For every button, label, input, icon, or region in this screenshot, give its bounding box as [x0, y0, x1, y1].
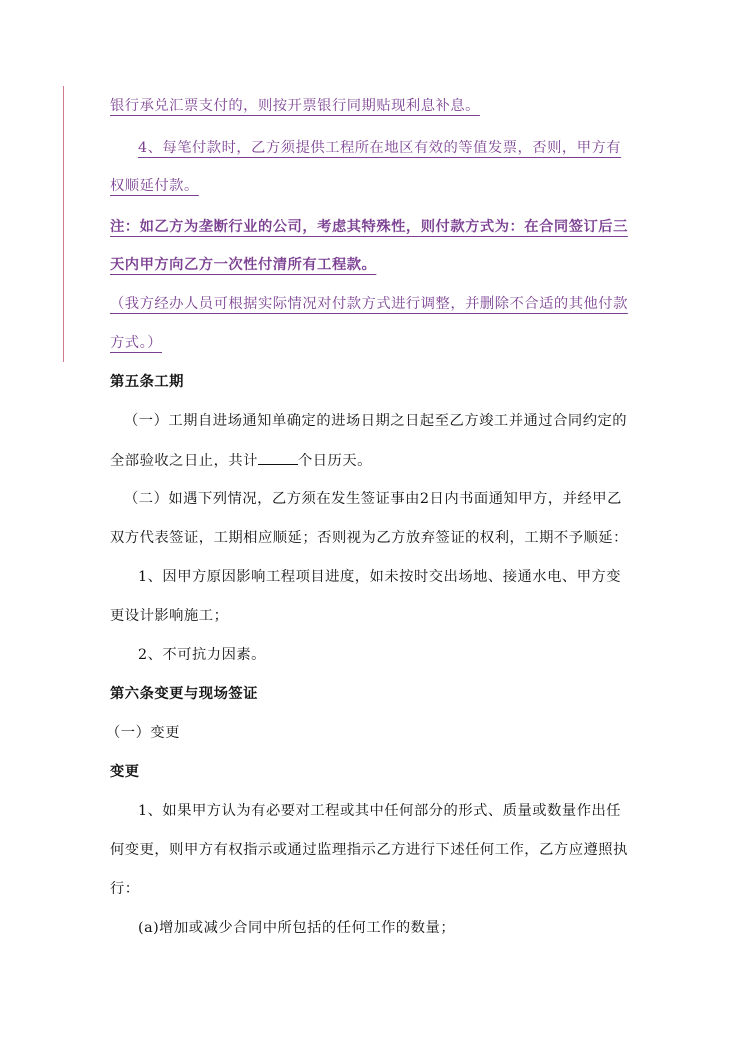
paragraph-line: 行： [110, 881, 140, 897]
paragraph-line [110, 450, 634, 471]
revised-text: 银行承兑汇票支付的，则按开票银行同期贴现利息补息。 [110, 98, 480, 114]
paragraph-line [110, 96, 634, 116]
paragraph-line [110, 333, 634, 353]
list-item-line: (a)增加或减少合同中所包括的任何工作的数量； [138, 920, 456, 936]
paragraph-line: （一）工期自进场通知单确定的进场日期之日起至乙方竣工并通过合同约定的 [124, 413, 628, 429]
paragraph-line [110, 294, 634, 314]
paragraph-line: （二）如遇下列情况，乙方须在发生签证事由2日内书面通知甲方，并经甲乙 [124, 491, 622, 507]
section-heading-article-5: 第五条工期 [110, 374, 184, 390]
paragraph-line [110, 176, 634, 196]
paragraph-line: 何变更，则甲方有权指示或通过监理指示乙方进行下述任何工作，乙方应遵照执 [110, 842, 628, 858]
revised-text: 权顺延付款。 [110, 178, 199, 194]
inline-text: 全部验收之日止，共计 [110, 453, 258, 469]
paragraph-line: 更设计影响施工； [110, 608, 229, 624]
revised-note-text: 天内甲方向乙方一次性付清所有工程款。 [110, 257, 377, 273]
revised-text: 方式。） [110, 335, 163, 351]
revised-text: （我方经办人员可根据实际情况对付款方式进行调整，并删除不合适的其他付款 [110, 296, 628, 312]
revision-margin-bar [63, 86, 64, 362]
section-heading-article-6: 第六条变更与现场签证 [110, 686, 258, 702]
note-line [110, 255, 634, 275]
fill-in-blank [258, 450, 298, 465]
revised-text: 4、每笔付款时，乙方须提供工程所在地区有效的等值发票，否则，甲方有 [138, 140, 622, 156]
paragraph-line: 1、如果甲方认为有必要对工程或其中任何部分的形式、质量或数量作出任 [138, 803, 622, 819]
subsection-label: （一）变更 [106, 725, 180, 741]
revised-note-text: 注：如乙方为垄断行业的公司，考虑其特殊性，则付款方式为：在合同签订后三 [110, 219, 628, 235]
paragraph-line [138, 138, 634, 158]
inline-text: 个日历天。 [297, 453, 372, 469]
subheading-change: 变更 [110, 764, 140, 780]
paragraph-line: 2、不可抗力因素。 [138, 647, 266, 663]
paragraph-line: 1、因甲方原因影响工程项目进度，如未按时交出场地、接通水电、甲方变 [138, 569, 622, 585]
paragraph-line: 双方代表签证，工期相应顺延；否则视为乙方放弃签证的权利，工期不予顺延： [110, 530, 628, 546]
note-line [110, 217, 634, 237]
